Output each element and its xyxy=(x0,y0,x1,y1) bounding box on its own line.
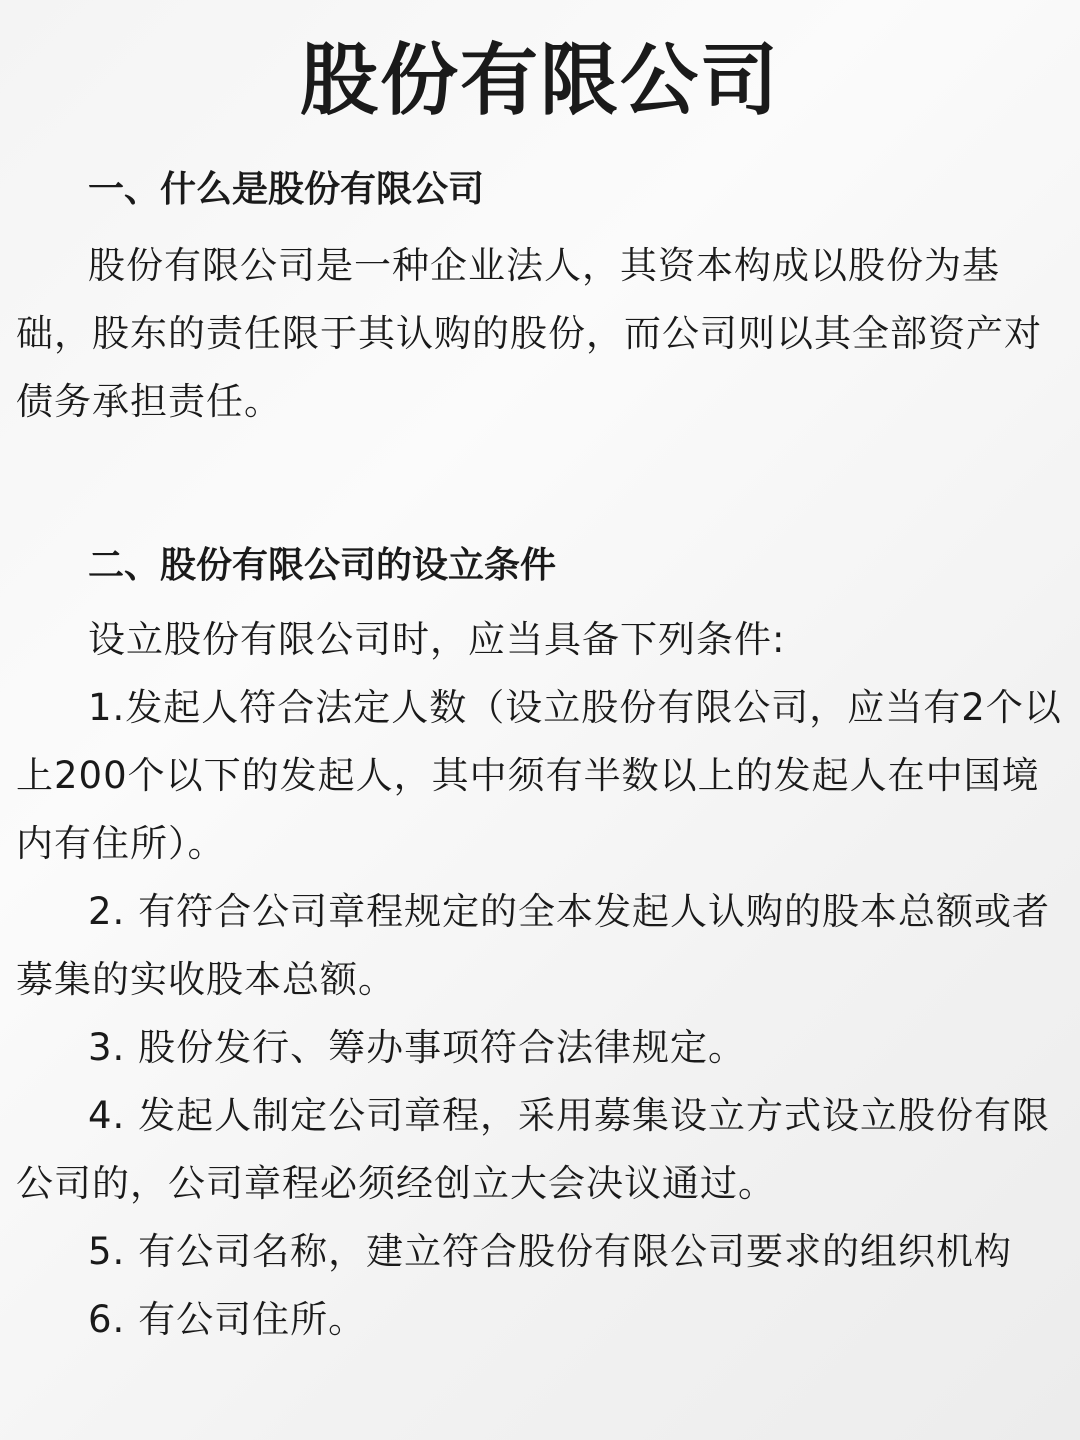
conditions-list xyxy=(16,606,1064,1354)
condition-item-1: 1.发起人符合法定人数（设立股份有限公司，应当有2个以上200个以下的发起人，其中须有半数以上的发起人在中国境内有住所）。 xyxy=(16,686,1062,865)
section-heading-what-is: 一、什么是股份有限公司 xyxy=(88,169,485,210)
definition-paragraph: 股份有限公司是一种企业法人，其资本构成以股份为基础，股东的责任限于其认购的股份，而公司则以其全部资产对债务承担责任。 xyxy=(16,244,1042,423)
section-what-is xyxy=(16,169,1064,436)
condition-item-5: 5. 有公司名称，建立符合股份有限公司要求的组织机构 xyxy=(88,1230,1013,1273)
condition-item-4: 4. 发起人制定公司章程，采用募集设立方式设立股份有限公司的，公司章程必须经创立大会决议通过。 xyxy=(16,1094,1051,1205)
conditions-intro: 设立股份有限公司时，应当具备下列条件: xyxy=(88,618,786,661)
section-heading-conditions: 二、股份有限公司的设立条件 xyxy=(88,545,557,586)
condition-item-6: 6. 有公司住所。 xyxy=(88,1298,367,1341)
page-title: 股份有限公司 xyxy=(299,36,780,126)
condition-item-3: 3. 股份发行、筹办事项符合法律规定。 xyxy=(88,1026,747,1069)
condition-item-2: 2. 有符合公司章程规定的全本发起人认购的股本总额或者募集的实收股本总额。 xyxy=(16,890,1051,1001)
section-conditions xyxy=(16,545,1064,1354)
